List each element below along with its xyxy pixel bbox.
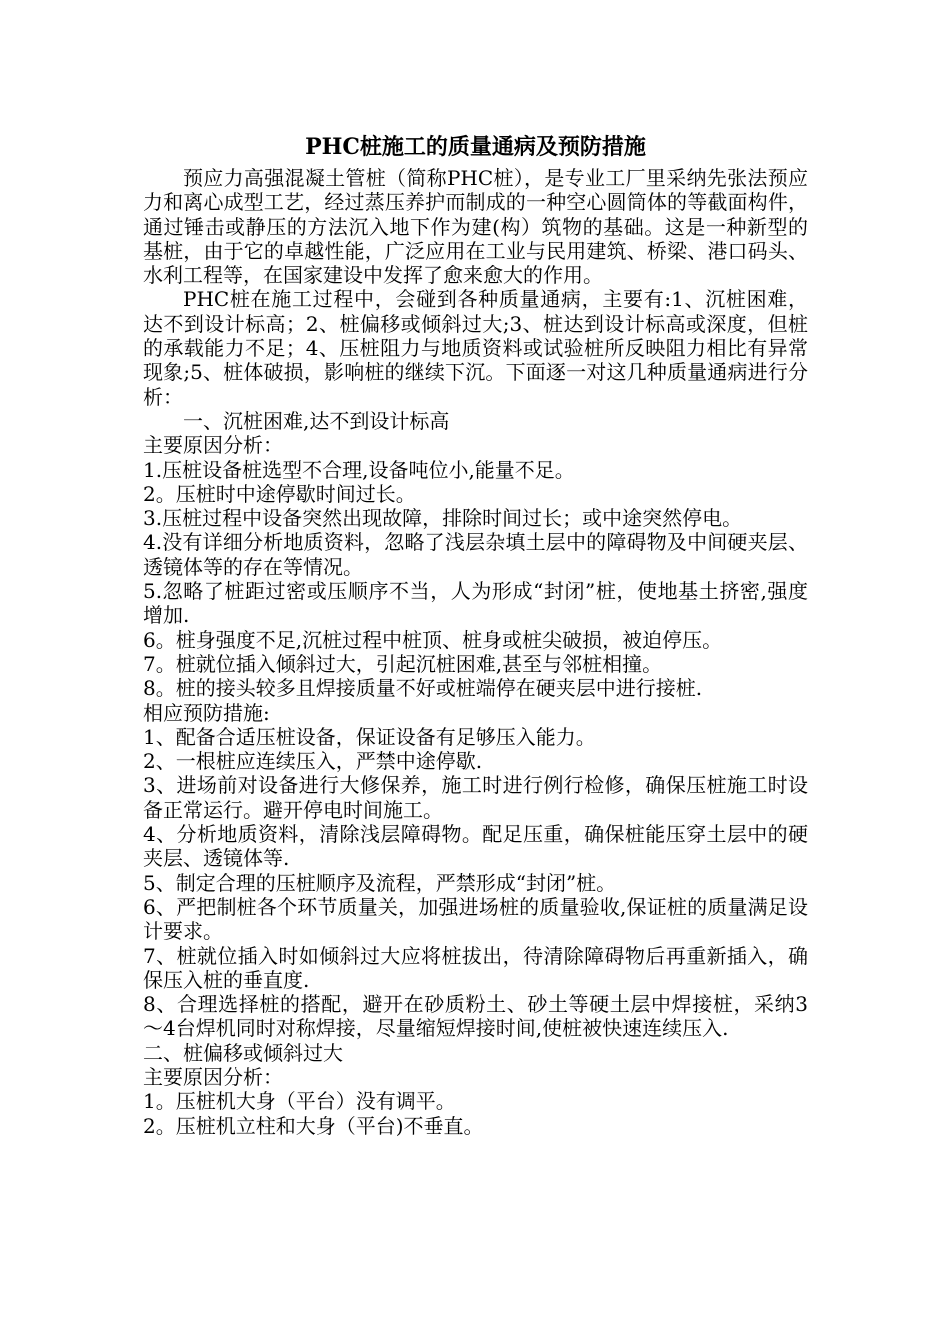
list-item: 1、配备合适压桩设备，保证设备有足够压入能力。 bbox=[143, 724, 596, 749]
list-item: 5.忽略了桩距过密或压顺序不当，人为形成“封闭”桩，使地基土挤密,强度增加. bbox=[143, 579, 808, 628]
causes-heading-2: 主要原因分析： bbox=[143, 1064, 283, 1089]
causes-heading-1: 主要原因分析： bbox=[143, 433, 283, 458]
list-item: 2、一根桩应连续压入，严禁中途停歇. bbox=[143, 749, 483, 774]
list-item: 4、分析地质资料，清除浅层障碍物。配足压重，确保桩能压穿土层中的硬夹层、透镜体等. bbox=[143, 822, 808, 871]
document-body bbox=[143, 132, 808, 1138]
section-heading-2: 二、桩偏移或倾斜过大 bbox=[143, 1040, 343, 1065]
list-item: 1.压桩设备桩选型不合理,设备吨位小,能量不足。 bbox=[143, 457, 575, 482]
list-item: 8、合理选择桩的搭配，避开在砂质粉土、砂土等硬土层中焊接桩，采纳3～4台焊机同时对称焊接，尽量缩短焊接时间,使桩被快速连续压入. bbox=[143, 992, 808, 1041]
list-item: 2。压桩机立柱和大身（平台)不垂直。 bbox=[143, 1113, 484, 1138]
list-item: 2。压桩时中途停歇时间过长。 bbox=[143, 481, 416, 506]
list-item: 8。桩的接头较多且焊接质量不好或桩端停在硬夹层中进行接桩. bbox=[143, 676, 703, 701]
list-item: 3.压桩过程中设备突然出现故障，排除时间过长；或中途突然停电。 bbox=[143, 506, 743, 531]
section-heading-1: 一、沉桩困难,达不到设计标高 bbox=[183, 408, 450, 433]
causes-list-1 bbox=[143, 458, 808, 701]
list-item: 4.没有详细分析地质资料，忽略了浅层杂填土层中的障碍物及中间硬夹层、透镜体等的存在等情况。 bbox=[143, 530, 808, 579]
list-item: 6。桩身强度不足,沉桩过程中桩顶、桩身或桩尖破损，被迫停压。 bbox=[143, 627, 723, 652]
document-title: PHC桩施工的质量通病及预防措施 bbox=[305, 134, 646, 160]
causes-list-2 bbox=[143, 1089, 808, 1138]
measures-heading-1: 相应预防措施: bbox=[143, 700, 270, 725]
list-item: 7。桩就位插入倾斜过大，引起沉桩困难,甚至与邻桩相撞。 bbox=[143, 651, 663, 676]
list-item: 3、进场前对设备进行大修保养，施工时进行例行检修，确保压桩施工时设备正常运行。避开停电时间施工。 bbox=[143, 773, 808, 822]
list-item: 6、严把制桩各个环节质量关，加强进场桩的质量验收,保证桩的质量满足设计要求。 bbox=[143, 894, 808, 944]
list-item: 1。压桩机大身（平台）没有调平。 bbox=[143, 1089, 456, 1114]
defects-overview-paragraph: PHC桩在施工过程中，会碰到各种质量通病，主要有:1、沉桩困难，达不到设计标高；2、桩偏移或倾斜过大;3、桩达到设计标高或深度，但桩的承载能力不足；4、压桩阻力与地质资料或试验桩所反映阻力相比有异常现象;5、桩体破损，影响桩的继续下沉。下面逐一对这几种质量通病进行分析： bbox=[143, 287, 808, 409]
intro-paragraph: 预应力高强混凝土管桩（简称PHC桩），是专业工厂里采纳先张法预应力和离心成型工艺，经过蒸压养护而制成的一种空心圆筒体的等截面构件，通过锤击或静压的方法沉入地下作为建(构）筑物的基础。这是一种新型的基桩，由于它的卓越性能，广泛应用在工业与民用建筑、桥梁、港口码头、水利工程等，在国家建设中发挥了愈来愈大的作用。 bbox=[143, 166, 808, 288]
list-item: 7、桩就位插入时如倾斜过大应将桩拔出，待清除障碍物后再重新插入，确保压入桩的垂直度. bbox=[143, 943, 808, 992]
measures-list-1 bbox=[143, 725, 808, 1041]
list-item: 5、制定合理的压桩顺序及流程，严禁形成“封闭”桩。 bbox=[143, 870, 617, 895]
